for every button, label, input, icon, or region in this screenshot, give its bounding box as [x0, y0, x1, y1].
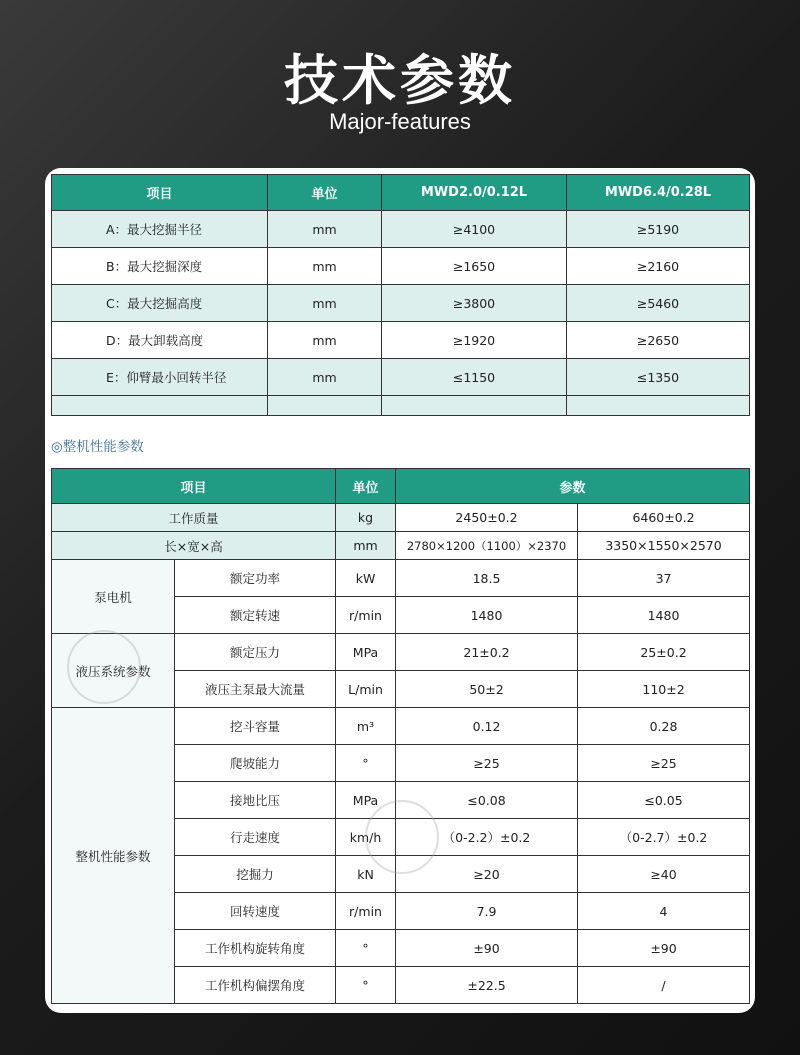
unit-cell: °: [336, 930, 396, 967]
column-header: 单位: [268, 175, 382, 211]
value-cell: ≥4100: [382, 211, 567, 248]
value-cell: ≥3800: [382, 285, 567, 322]
table-row: [52, 248, 750, 285]
group-label: 整机性能参数: [52, 708, 175, 1004]
row-label: E：仰臂最小回转半径: [52, 359, 268, 396]
column-header: 单位: [336, 469, 396, 504]
value-cell: 110±2: [578, 671, 750, 708]
page-subtitle: Major-features: [329, 109, 471, 134]
column-header: 项目: [52, 469, 336, 504]
spacer-cell: [567, 396, 750, 416]
unit-cell: kg: [336, 504, 396, 532]
row-label: A：最大挖掘半径: [52, 211, 268, 248]
value-cell: 6460±0.2: [578, 504, 750, 532]
unit-cell: MPa: [336, 634, 396, 671]
unit-cell: mm: [268, 211, 382, 248]
value-cell: ±90: [396, 930, 578, 967]
row-label: 额定压力: [175, 634, 336, 671]
row-label: 工作机构偏摆角度: [175, 967, 336, 1004]
value-cell: 0.12: [396, 708, 578, 745]
page-title: 技术参数: [284, 49, 516, 112]
value-cell: ≤0.05: [578, 782, 750, 819]
watermark-logo: [365, 800, 439, 874]
group-label: 液压系统参数: [52, 634, 175, 708]
spacer-cell: [52, 396, 268, 416]
row-label: 工作质量: [52, 504, 336, 532]
unit-cell: mm: [268, 322, 382, 359]
unit-cell: km/h: [336, 819, 396, 856]
unit-cell: mm: [336, 532, 396, 560]
row-label: 工作机构旋转角度: [175, 930, 336, 967]
value-cell: ≤1350: [567, 359, 750, 396]
row-label: 回转速度: [175, 893, 336, 930]
unit-cell: °: [336, 967, 396, 1004]
table-row: [52, 322, 750, 359]
row-label: 挖掘力: [175, 856, 336, 893]
spacer-cell: [268, 396, 382, 416]
performance-table: [51, 468, 750, 1004]
row-label: 挖斗容量: [175, 708, 336, 745]
row-label: 长×宽×高: [52, 532, 336, 560]
row-label: 额定功率: [175, 560, 336, 597]
value-cell: ≥25: [578, 745, 750, 782]
table-row: [52, 359, 750, 396]
row-label: 接地比压: [175, 782, 336, 819]
table-spacer-row: [52, 396, 750, 416]
unit-cell: kW: [336, 560, 396, 597]
row-label: D：最大卸载高度: [52, 322, 268, 359]
value-cell: ≤0.08: [396, 782, 578, 819]
value-cell: ≥1920: [382, 322, 567, 359]
table-row: [52, 211, 750, 248]
table-row: [52, 708, 750, 745]
column-header: 项目: [52, 175, 268, 211]
table-row: [52, 504, 750, 532]
watermark-logo: [67, 630, 141, 704]
column-header: MWD2.0/0.12L: [382, 175, 567, 211]
unit-cell: mm: [268, 359, 382, 396]
dimension-table: [51, 174, 750, 416]
value-cell: ≥1650: [382, 248, 567, 285]
column-header: 参数: [396, 469, 750, 504]
section-label: ◎整机性能参数: [51, 439, 144, 455]
row-label: B：最大挖掘深度: [52, 248, 268, 285]
unit-cell: m³: [336, 708, 396, 745]
value-cell: 1480: [396, 597, 578, 634]
unit-cell: mm: [268, 285, 382, 322]
value-cell: 2780×1200（1100）×2370: [396, 532, 578, 560]
value-cell: ≥20: [396, 856, 578, 893]
table-row: [52, 285, 750, 322]
value-cell: ≥25: [396, 745, 578, 782]
unit-cell: r/min: [336, 893, 396, 930]
value-cell: /: [578, 967, 750, 1004]
row-label: C：最大挖掘高度: [52, 285, 268, 322]
row-label: 行走速度: [175, 819, 336, 856]
spacer-cell: [382, 396, 567, 416]
unit-cell: kN: [336, 856, 396, 893]
unit-cell: °: [336, 745, 396, 782]
value-cell: ≥5190: [567, 211, 750, 248]
value-cell: ≥5460: [567, 285, 750, 322]
value-cell: 37: [578, 560, 750, 597]
value-cell: 18.5: [396, 560, 578, 597]
unit-cell: r/min: [336, 597, 396, 634]
table-header-row: [52, 175, 750, 211]
row-label: 额定转速: [175, 597, 336, 634]
value-cell: ±22.5: [396, 967, 578, 1004]
row-label: 爬坡能力: [175, 745, 336, 782]
value-cell: 4: [578, 893, 750, 930]
unit-cell: MPa: [336, 782, 396, 819]
value-cell: 25±0.2: [578, 634, 750, 671]
value-cell: 50±2: [396, 671, 578, 708]
value-cell: ≤1150: [382, 359, 567, 396]
table-row: [52, 560, 750, 597]
value-cell: （0-2.2）±0.2: [396, 819, 578, 856]
value-cell: ±90: [578, 930, 750, 967]
value-cell: 21±0.2: [396, 634, 578, 671]
unit-cell: mm: [268, 248, 382, 285]
value-cell: 2450±0.2: [396, 504, 578, 532]
column-header: MWD6.4/0.28L: [567, 175, 750, 211]
group-label: 泵电机: [52, 560, 175, 634]
value-cell: 3350×1550×2570: [578, 532, 750, 560]
value-cell: 0.28: [578, 708, 750, 745]
unit-cell: L/min: [336, 671, 396, 708]
table-header-row: [52, 469, 750, 504]
spec-card: [45, 168, 755, 1013]
value-cell: ≥40: [578, 856, 750, 893]
table-row: [52, 634, 750, 671]
value-cell: ≥2160: [567, 248, 750, 285]
value-cell: 7.9: [396, 893, 578, 930]
value-cell: 1480: [578, 597, 750, 634]
table-row: [52, 532, 750, 560]
value-cell: ≥2650: [567, 322, 750, 359]
row-label: 液压主泵最大流量: [175, 671, 336, 708]
value-cell: （0-2.7）±0.2: [578, 819, 750, 856]
